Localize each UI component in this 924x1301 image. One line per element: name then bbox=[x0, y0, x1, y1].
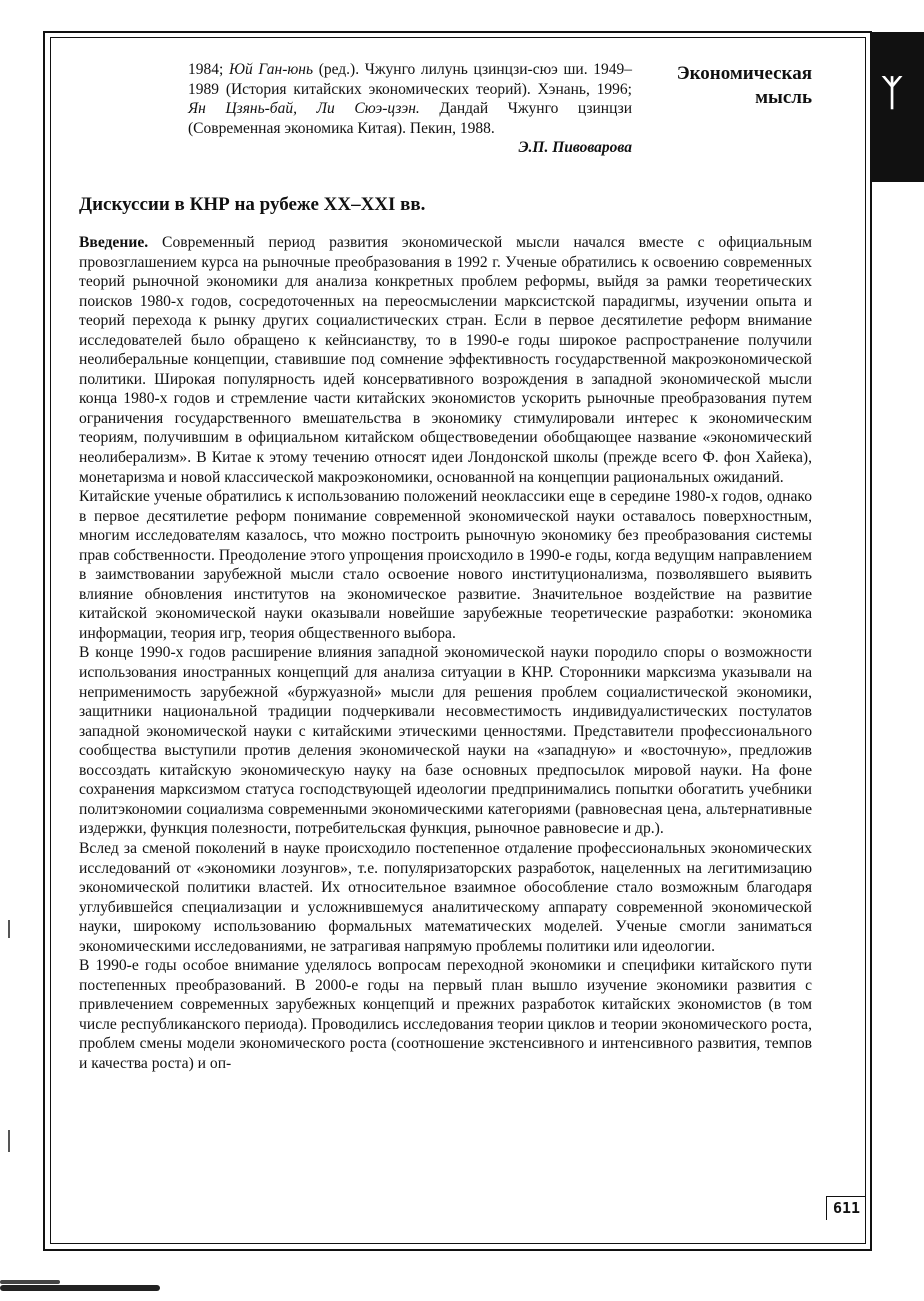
bibliography-part-3: Дандай Чжунго цзинцзи (Современная экономика Китая). Пекин, 1988. bbox=[188, 100, 632, 137]
bibliography-text bbox=[188, 60, 632, 138]
paragraph: Вслед за сменой поколений в науке происходило постепенное отдаление профессиональных экономических исследований от «экономики лозунгов», т.е. популяризаторских разработок, нацеленных на легитимизацию экономической политики властей. Их относительное взаимное обособление стало возможным благодаря углубившейся специализации и усложнившемуся аналитическому аппарату современной экономической науки, широкому использованию формальных математических моделей. Ученые смогли заниматься экономическими исследованиями, не затрагивая напрямую проблемы политики или идеологии. bbox=[79, 839, 812, 955]
bibliography-block bbox=[188, 60, 632, 158]
article-body bbox=[79, 233, 812, 1074]
paragraph-text: Современный период развития экономической мысли начался вместе с официальным провозглашением курса на рыночные преобразования в 1992 г. Ученые обратились к освоению современных теорий рыночной экономики для анализа конкретных проблем реформы, выйдя за рамки теоретических поисков 1980-х годов, сосредоточенных на переосмыслении марксистской парадигмы, изучении опыта и теорий перехода к рынку других социалистических стран. Если в первое десятилетие реформ внимание исследователей было обращено к кейнсианству, то в 1990-е годы широкое распространение получили неолиберальные концепции, ставившие под сомнение эффективность государственной макроэкономической политики. Широкая популярность идей консервативного возрождения в западной экономической мысли конца 1980-х годов и стремление части китайских экономистов ускорить рыночные преобразования путем ограничения государственного вмешательства в экономику стимулировали интерес к экономическим теориям, получившим в официальном китайском обществоведении обобщающее название «экономический неолиберализм». В Китае к этому течению относят идеи Лондонской школы (прежде всего Ф. фон Хайека), монетаризма и новой классической макроэкономики, основанной на концепции рациональных ожиданий. bbox=[79, 234, 812, 486]
section-emblem-icon: ᛉ bbox=[881, 73, 903, 114]
paragraph: В 1990-е годы особое внимание уделялось вопросам переходной экономики и специфики китайского пути постепенных преобразований. В 2000-е годы на первый план вышло изучение экономики развития с привлечением современных зарубежных концепций и прежних разработок китайских экономистов (в том числе республиканского периода). Проводились исследования теории циклов и теории экономического роста, проблем смены модели экономического роста (соотношение экстенсивного и интенсивного развития, темпов и качества роста) и оп- bbox=[79, 957, 812, 1072]
scan-artifact bbox=[0, 1280, 60, 1284]
paragraph bbox=[79, 233, 812, 487]
article-heading: Дискуссии в КНР на рубеже XX–XXI вв. bbox=[79, 194, 426, 215]
section-title-line-2: мысль bbox=[755, 87, 812, 108]
bibliography-part-1: 1984; bbox=[188, 61, 229, 78]
scan-artifact bbox=[8, 1130, 10, 1152]
page-number: 611 bbox=[826, 1196, 866, 1220]
section-title-line-1: Экономическая bbox=[676, 63, 812, 84]
bibliography-name-1: Юй Ган-юнь bbox=[228, 61, 314, 78]
scan-artifact bbox=[0, 1285, 160, 1291]
running-section-title bbox=[677, 62, 812, 110]
bibliography-author: Э.П. Пивоварова bbox=[518, 139, 632, 157]
paragraph-lead: Введение. bbox=[79, 234, 149, 251]
paragraph: Китайские ученые обратились к использованию положений неоклассики еще в середине 1980-х годов, однако в первое десятилетие реформ понимание современной экономической науки оставалось поверхностным, многим исследователям казалось, что можно построить рыночную экономику без преобразования системы прав собственности. Преодоление этого упрощения происходило в 1990-е годы, когда ведущим направлением в заимствовании зарубежной мысли стало освоение нового институционализма, позволявшего выявить влияние обновления институтов на экономическое развитие. Значительное воздействие на развитие китайской экономической науки оказывали новейшие зарубежные теоретические разработки: экономика информации, теория игр, теория общественного выбора. bbox=[79, 488, 812, 642]
scan-artifact bbox=[8, 920, 10, 938]
paragraph: В конце 1990-х годов расширение влияния западной экономической науки породило споры о возможности использования иностранных концепций для анализа ситуации в КНР. Сторонники марксизма указывали на неприменимость зарубежной «буржуазной» мысли для решения проблем социалистической экономики, защитники национальной традиции подчеркивали несовместимость индивидуалистических постулатов западной экономической науки с китайскими этическими ценностями. Представители профессионального сообщества выступили против деления экономической науки на «западную» и «восточную», предложив воссоздать китайскую экономическую науку на базе основных предпосылок мировой науки. На фоне сохранения марксизмом статуса господствующей идеологии предпринимались попытки обогатить учебники политэкономии социализма современными экономическими категориями (равновесная цена, альтернативные издержки, функция полезности, потребительская функция, рыночное равновесие и др.). bbox=[79, 644, 812, 838]
bibliography-part-2: (ред.). Чжунго лилунь цзинцзи-сюэ ши. 1949–1989 (История китайских экономических теорий). Хэнань, 1996; bbox=[188, 61, 632, 98]
bibliography-name-2: Ян Цзянь-бай, Ли Сюэ-цзэн. bbox=[188, 100, 420, 118]
